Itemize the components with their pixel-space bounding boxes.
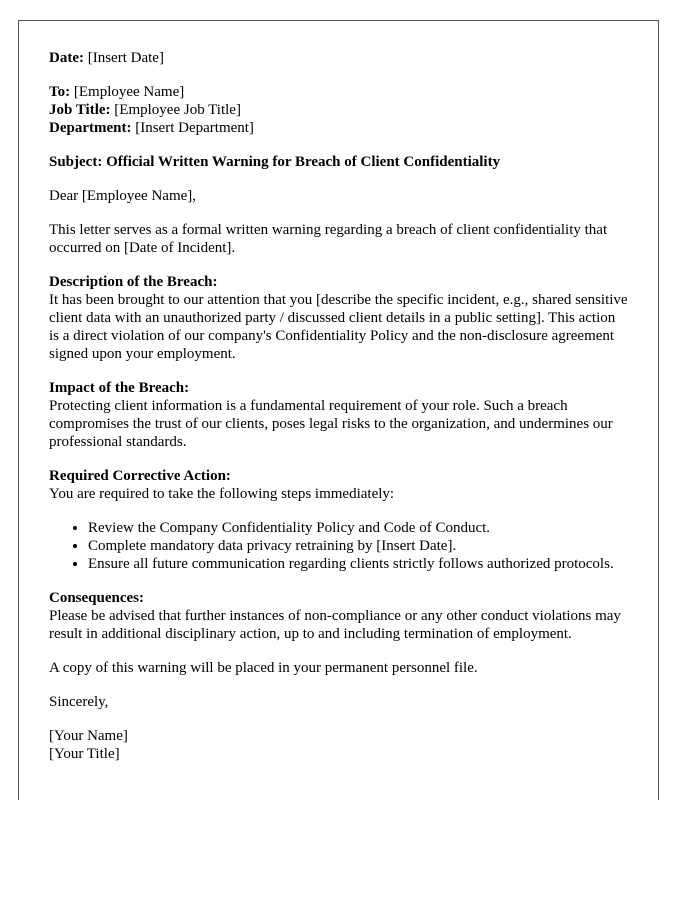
consequences-body: Please be advised that further instances of non-compliance or any other conduct violations may result in additional disciplinary action, up to and including termination of employment.	[49, 608, 621, 642]
letter-page	[18, 20, 659, 800]
description-heading: Description of the Breach:	[49, 274, 218, 290]
subject-line: Subject: Official Written Warning for Breach of Client Confidentiality	[49, 154, 501, 170]
job-title-label: Job Title:	[49, 102, 111, 118]
date-label: Date:	[49, 50, 84, 66]
closing: Sincerely,	[49, 694, 109, 710]
list-item: • Review the Company Confidentiality Policy and Code of Conduct.	[88, 519, 628, 537]
list-item: • Complete mandatory data privacy retraining by [Insert Date].	[88, 537, 628, 555]
impact-heading: Impact of the Breach:	[49, 380, 190, 396]
intro-paragraph: This letter serves as a formal written warning regarding a breach of client confidentiality that occurred on [Date of Incident].	[49, 222, 608, 256]
signature-block	[49, 727, 628, 763]
job-title-value: [Employee Job Title]	[114, 102, 241, 118]
department-value: [Insert Department]	[135, 120, 254, 136]
list-item: • Ensure all future communication regarding clients strictly follows authorized protocols.	[88, 555, 628, 573]
job-title-line	[49, 101, 628, 119]
corrective-section	[49, 467, 628, 503]
department-line	[49, 119, 628, 137]
consequences-section	[49, 589, 628, 643]
date-value: [Insert Date]	[87, 50, 164, 66]
salutation: Dear [Employee Name],	[49, 188, 197, 204]
description-section	[49, 273, 628, 363]
to-label: To:	[49, 84, 71, 100]
consequences-heading: Consequences:	[49, 590, 145, 606]
date-line	[49, 49, 628, 67]
description-body: It has been brought to our attention that you [describe the specific incident, e.g., shared sensitive client data with an unauthorized party / discussed client details in a public setting]. This action is a direct violation of our company's Confidentiality Policy and the non-disclosure agreement signed upon your employment.	[49, 292, 628, 362]
impact-section	[49, 379, 628, 451]
signature-title: [Your Title]	[49, 746, 120, 762]
corrective-body: You are required to take the following steps immediately:	[49, 486, 395, 502]
signature-name: [Your Name]	[49, 728, 128, 744]
impact-body: Protecting client information is a fundamental requirement of your role. Such a breach compromises the trust of our clients, poses legal risks to the organization, and undermines our professional standards.	[49, 398, 613, 450]
corrective-action-list	[49, 519, 628, 573]
recipient-block	[49, 83, 628, 137]
department-label: Department:	[49, 120, 132, 136]
to-value: [Employee Name]	[73, 84, 185, 100]
to-line	[49, 83, 628, 101]
corrective-heading: Required Corrective Action:	[49, 468, 231, 484]
file-note: A copy of this warning will be placed in your permanent personnel file.	[49, 660, 478, 676]
